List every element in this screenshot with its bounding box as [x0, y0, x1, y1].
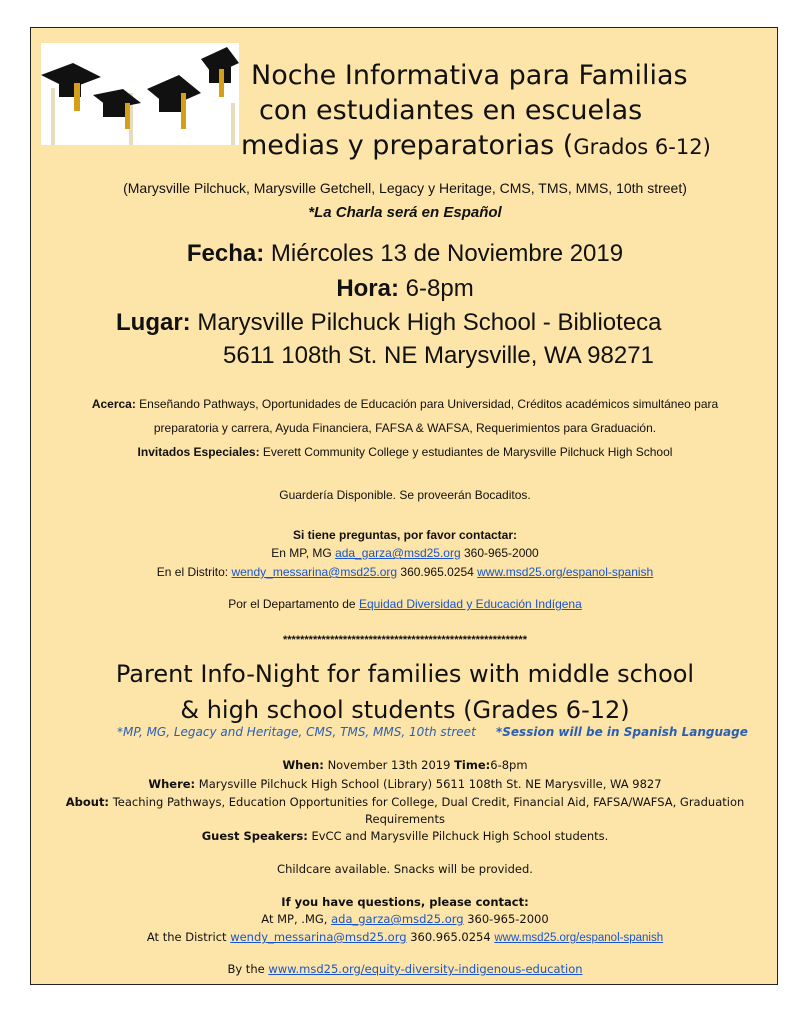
invitados-line [31, 440, 779, 464]
spanish-details [31, 392, 779, 464]
en-district-prefix: At the District [146, 930, 231, 944]
district-prefix: En el Distrito: [156, 565, 232, 579]
district-url-link[interactable]: www.msd25.org/espanol-spanish [477, 565, 654, 579]
en-district-phone: 360.965.0254 [406, 930, 495, 944]
spanish-location [116, 309, 662, 337]
english-title [31, 656, 779, 728]
by-prefix: By the [227, 962, 269, 976]
mp-email-link[interactable]: ada_garza@msd25.org [335, 546, 461, 560]
questions-text: If you have questions, please contact: [281, 895, 529, 909]
english-contact-mp [31, 912, 779, 926]
en-district-email-link[interactable]: wendy_messarina@msd25.org [230, 930, 407, 944]
district-email-link[interactable]: wendy_messarina@msd25.org [231, 565, 398, 579]
when-value: November 13th 2019 [323, 758, 455, 772]
lugar-value: Marysville Pilchuck High School - Biblioteca [190, 309, 662, 336]
about-label: About: [65, 795, 110, 809]
hora-label: Hora: [336, 275, 399, 302]
english-language-note: *Session will be in Spanish Language [496, 725, 748, 739]
dept-prefix: Por el Departamento de [228, 597, 359, 611]
spanish-childcare: Guardería Disponible. Se proveerán Bocaditos. [279, 488, 531, 502]
lugar-label: Lugar: [116, 309, 191, 336]
english-questions-heading [31, 895, 779, 909]
guest-label: Guest Speakers: [201, 829, 308, 843]
spanish-title-line-1: Noche Informativa para Familias [251, 60, 688, 91]
flyer [30, 27, 778, 985]
invitados-value: Everett Community College y estudiantes de Marysville Pilchuck High School [259, 445, 673, 459]
guest-value: EvCC and Marysville Pilchuck High School students. [307, 829, 609, 843]
en-mp-phone: 360-965-2000 [463, 912, 549, 926]
english-about-line-2: Requirements [365, 812, 445, 826]
by-link[interactable]: www.msd25.org/equity-diversity-indigenous-education [268, 962, 583, 976]
english-title-line-1: Parent Info-Night for families with middle school [115, 660, 695, 688]
english-schools-list: *MP, MG, Legacy and Heritage, CMS, TMS, MMS, 10th street [117, 725, 476, 739]
en-mp-email-link[interactable]: ada_garza@msd25.org [331, 912, 464, 926]
spanish-title-line-3 [239, 128, 779, 165]
spanish-language-note: *La Charla será en Español [308, 204, 502, 221]
mp-phone: 360-965-2000 [460, 546, 539, 560]
acerca-line-1 [31, 392, 779, 416]
spanish-schools-list: (Marysville Pilchuck, Marysville Getchell, Legacy y Heritage, CMS, TMS, MMS, 10th street) [123, 180, 687, 196]
when-label: When: [282, 758, 324, 772]
spanish-title [239, 58, 779, 165]
english-guests [31, 829, 779, 843]
acerca-label: Acerca: [91, 397, 136, 411]
time-value: 6-8pm [490, 758, 528, 772]
english-contact-district [31, 930, 779, 944]
acerca-line-2: preparatoria y carrera, Ayuda Financiera, FAFSA & WAFSA, Requerimientos para Graduación. [153, 421, 657, 435]
preguntas-text: Si tiene preguntas, por favor contactar: [292, 528, 518, 542]
acerca-text-1: Enseñando Pathways, Oportunidades de Educación para Universidad, Créditos académicos simultáneo para [135, 397, 719, 411]
section-separator: ********************************************************* [282, 634, 527, 646]
en-district-url-link[interactable]: www.msd25.org/espanol-spanish [494, 932, 664, 944]
time-label: Time: [454, 758, 491, 772]
english-department [31, 962, 779, 976]
english-where [31, 777, 779, 791]
about-text-1: Teaching Pathways, Education Opportunities for College, Dual Credit, Financial Aid, FAFSA/WAFSA, Graduation [109, 795, 745, 809]
en-mp-prefix: At MP, .MG, [261, 912, 332, 926]
district-phone: 360.965.0254 [397, 565, 478, 579]
spanish-department [31, 593, 779, 616]
spanish-title-line-3-text: medias y preparatorias ( [241, 130, 574, 161]
fecha-label: Fecha: [186, 240, 265, 267]
english-title-line-2: & high school students (Grades 6-12) [180, 696, 630, 724]
spanish-title-line-2: con estudiantes en escuelas [259, 95, 643, 126]
invitados-label: Invitados Especiales: [137, 445, 260, 459]
spanish-address: 5611 108th St. NE Marysville, WA 98271 [223, 342, 654, 369]
hora-value: 6-8pm [398, 275, 474, 302]
graduation-caps-image [41, 43, 239, 145]
english-when [31, 758, 779, 772]
dept-link[interactable]: Equidad Diversidad y Educación Indígena [358, 597, 582, 611]
where-label: Where: [148, 777, 196, 791]
mp-prefix: En MP, MG [271, 546, 336, 560]
fecha-value: Miércoles 13 de Noviembre 2019 [264, 240, 624, 267]
spanish-title-grades: Grados 6-12) [573, 135, 711, 159]
spanish-date [31, 240, 779, 268]
english-about-line-1 [31, 795, 779, 809]
spanish-contact-district [31, 561, 779, 584]
english-childcare: Childcare available. Snacks will be provided. [277, 862, 533, 876]
where-value: Marysville Pilchuck High School (Library) 5611 108th St. NE Marysville, WA 9827 [195, 777, 662, 791]
spanish-time [31, 275, 779, 303]
